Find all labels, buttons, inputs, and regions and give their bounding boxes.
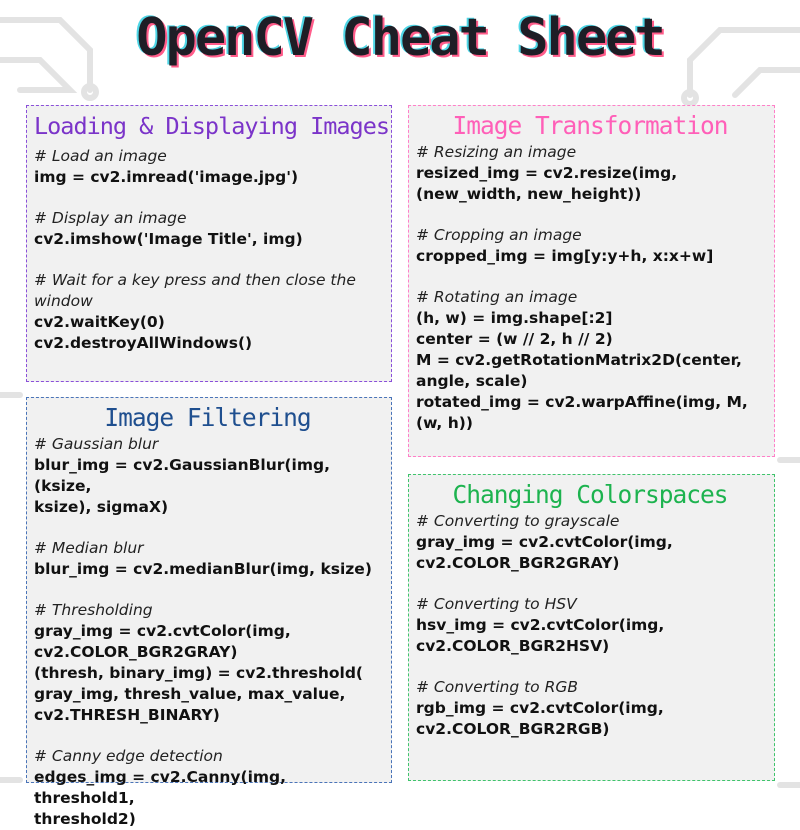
code-comment: # Gaussian blur [34, 435, 159, 453]
changing-colorspaces-card [408, 474, 775, 781]
code-comment: # Converting to grayscale [416, 512, 620, 530]
code-comment: # Converting to RGB [416, 678, 579, 696]
code-line: rotated_img = cv2.warpAffine(img, M, [416, 393, 748, 411]
loading-displaying-heading: Loading & Displaying Images [34, 112, 390, 140]
code-comment: # Thresholding [34, 601, 153, 619]
code-comment: # Wait for a key press and then close the window [34, 271, 356, 310]
code-comment: # Load an image [34, 147, 167, 165]
code-snippet [34, 270, 381, 354]
image-transformation-card [408, 105, 775, 457]
code-snippet [34, 538, 381, 580]
code-comment: # Median blur [34, 539, 144, 557]
loading-displaying-card [26, 105, 392, 382]
code-line: hsv_img = cv2.cvtColor(img, [416, 616, 665, 634]
code-snippet [34, 208, 381, 250]
code-line: cropped_img = img[y:y+h, x:x+w] [416, 247, 714, 265]
code-comment: # Resizing an image [416, 143, 577, 161]
code-snippet [416, 142, 764, 205]
code-line: gray_img, thresh_value, max_value, [34, 685, 346, 703]
code-line: (thresh, binary_img) = cv2.threshold( [34, 664, 364, 682]
image-transformation-heading: Image Transformation [452, 111, 728, 140]
changing-colorspaces-blocks [416, 511, 764, 740]
code-snippet [416, 594, 764, 657]
code-line: cv2.COLOR_BGR2HSV) [416, 637, 610, 655]
image-filtering-card [26, 397, 392, 828]
code-line: cv2.COLOR_BGR2GRAY) [34, 643, 238, 661]
code-line: angle, scale) [416, 372, 528, 390]
code-line: cv2.COLOR_BGR2GRAY) [416, 554, 620, 572]
code-comment: # Display an image [34, 209, 187, 227]
code-line: blur_img = cv2.GaussianBlur(img, (ksize, [34, 456, 336, 495]
code-snippet [34, 434, 381, 518]
code-line: (w, h)) [416, 414, 473, 432]
code-line: edges_img = cv2.Canny(img, threshold1, [34, 768, 292, 807]
loading-displaying-blocks [34, 146, 381, 354]
code-snippet [416, 511, 764, 574]
code-line: cv2.imshow('Image Title', img) [34, 230, 303, 248]
changing-colorspaces-heading: Changing Colorspaces [452, 480, 728, 509]
code-line: gray_img = cv2.cvtColor(img, [34, 622, 291, 640]
code-line: cv2.waitKey(0) [34, 313, 165, 331]
code-snippet [34, 600, 381, 726]
code-comment: # Converting to HSV [416, 595, 577, 613]
code-comment: # Canny edge detection [34, 747, 223, 765]
code-line: cv2.THRESH_BINARY) [34, 706, 220, 724]
code-line: (h, w) = img.shape[:2] [416, 309, 613, 327]
image-transformation-blocks [416, 142, 764, 434]
code-line: rgb_img = cv2.cvtColor(img, [416, 699, 664, 717]
code-snippet [416, 287, 764, 434]
code-line: ksize), sigmaX) [34, 498, 169, 516]
code-comment: # Cropping an image [416, 226, 582, 244]
code-line: M = cv2.getRotationMatrix2D(center, [416, 351, 742, 369]
code-snippet [34, 146, 381, 188]
image-filtering-blocks [34, 434, 381, 830]
code-snippet [416, 225, 764, 267]
code-line: blur_img = cv2.medianBlur(img, ksize) [34, 560, 372, 578]
code-line: center = (w // 2, h // 2) [416, 330, 613, 348]
image-filtering-heading: Image Filtering [104, 403, 311, 432]
code-comment: # Rotating an image [416, 288, 578, 306]
code-line: (new_width, new_height)) [416, 185, 642, 203]
code-snippet [34, 746, 381, 830]
code-line: gray_img = cv2.cvtColor(img, [416, 533, 673, 551]
code-line: threshold2) [34, 810, 136, 828]
code-line: cv2.destroyAllWindows() [34, 334, 253, 352]
code-line: cv2.COLOR_BGR2RGB) [416, 720, 610, 738]
code-line: resized_img = cv2.resize(img, [416, 164, 678, 182]
code-line: img = cv2.imread('image.jpg') [34, 168, 299, 186]
code-snippet [416, 677, 764, 740]
page-title: OpenCV Cheat Sheet [136, 8, 664, 68]
